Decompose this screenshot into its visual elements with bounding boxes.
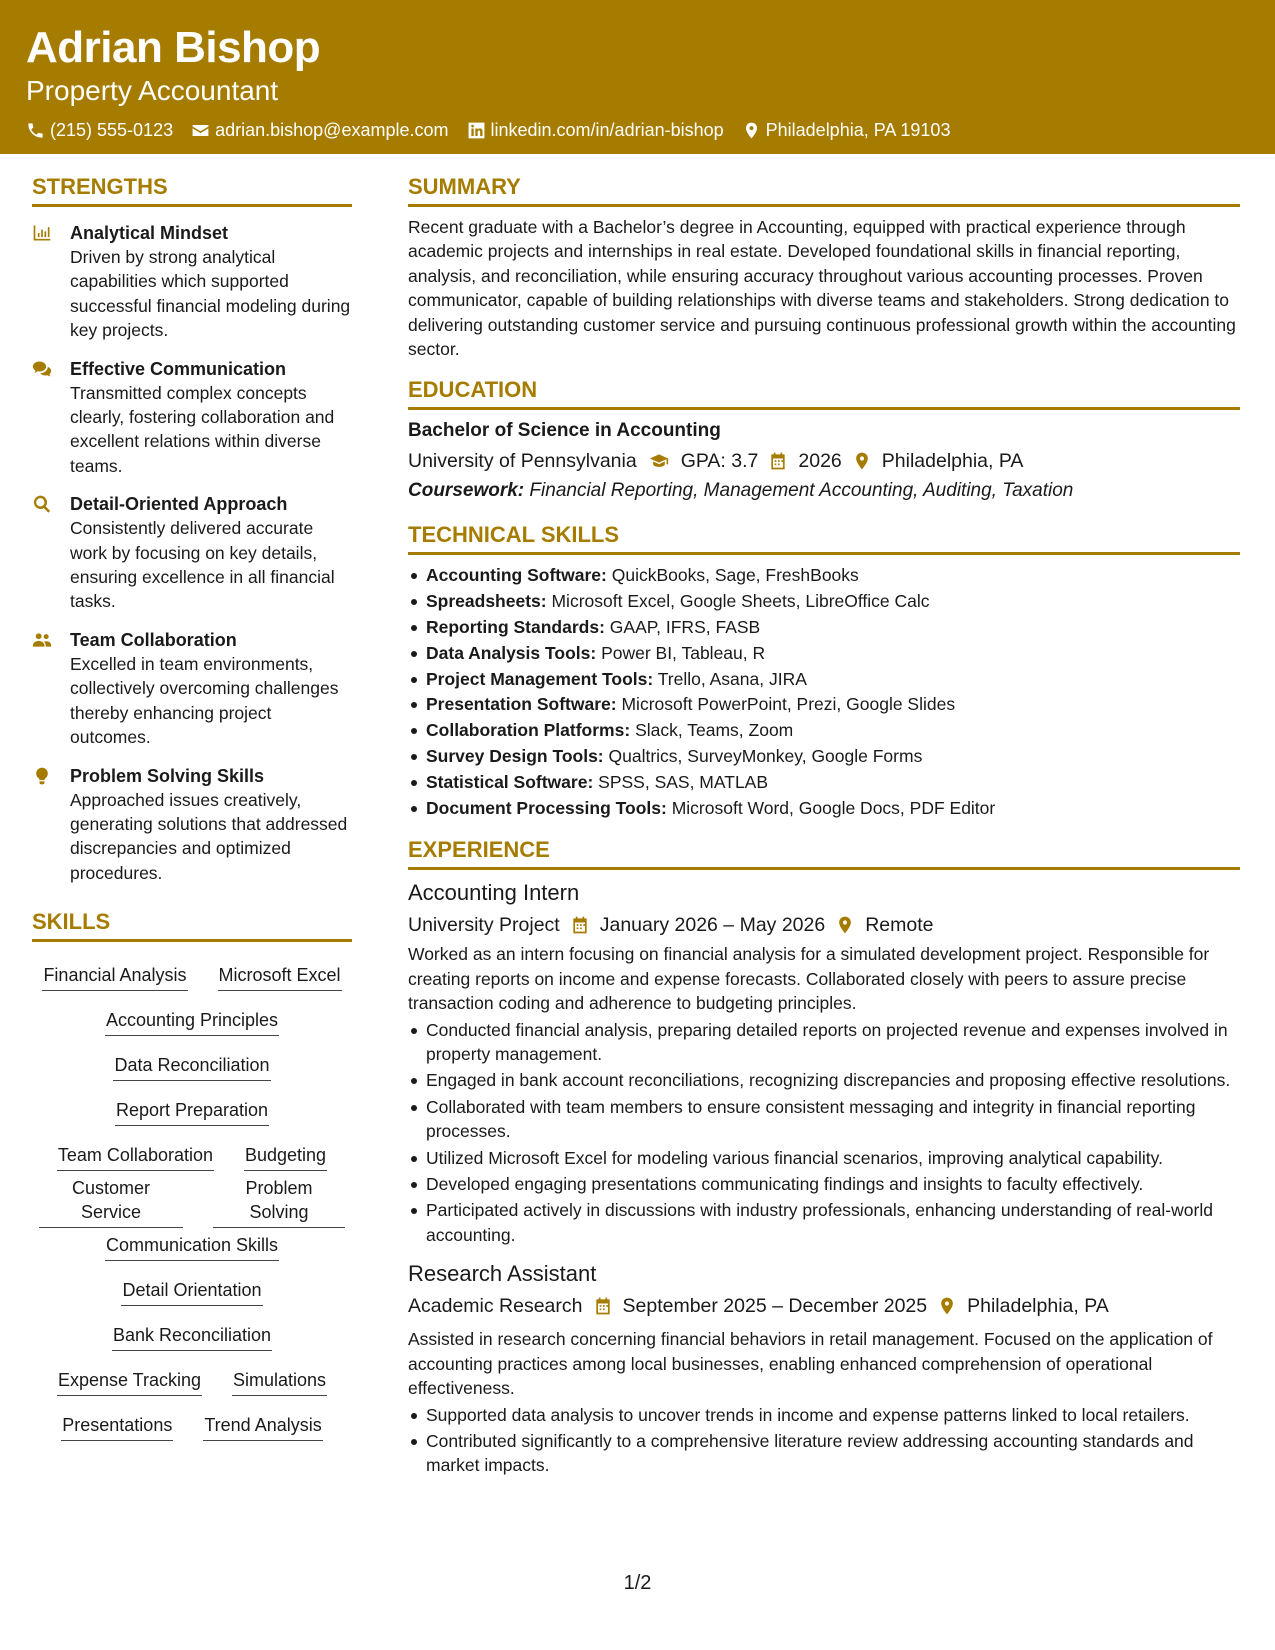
coursework-label: Coursework:	[408, 480, 525, 502]
summary-heading: SUMMARY	[408, 172, 1240, 207]
skill-tag: Team Collaboration	[57, 1143, 214, 1171]
right-column	[408, 172, 1240, 1480]
job-meta	[408, 1291, 1240, 1321]
list-item: Collaboration Platforms: Slack, Teams, Zoom	[408, 718, 1240, 744]
list-item: Project Management Tools: Trello, Asana, JIRA	[408, 667, 1240, 693]
phone-icon	[26, 121, 45, 140]
comments-icon	[32, 359, 52, 379]
list-item: Statistical Software: SPSS, SAS, MATLAB	[408, 770, 1240, 796]
job-dates: January 2026 – May 2026	[599, 914, 826, 937]
search-icon	[32, 494, 52, 514]
email-text: adrian.bishop@example.com	[215, 120, 449, 140]
skill-tag: Trend Analysis	[203, 1413, 322, 1441]
contact-phone[interactable]	[26, 118, 173, 142]
job-dates: September 2025 – December 2025	[622, 1295, 928, 1318]
technical-skills-list	[408, 563, 1240, 821]
strength-title: Detail-Oriented Approach	[70, 494, 288, 515]
list-item: Developed engaging presentations communicating findings and insights to faculty effectively.	[408, 1172, 1240, 1196]
skills-list	[32, 954, 352, 1449]
list-item: Spreadsheets: Microsoft Excel, Google Sheets, LibreOffice Calc	[408, 589, 1240, 615]
skill-tag: Problem Solving	[213, 1176, 345, 1228]
job-org: University Project	[408, 914, 560, 937]
lightbulb-icon	[32, 766, 52, 786]
strength-desc: Excelled in team environments, collectively overcoming challenges thereby enhancing project outcomes.	[70, 653, 339, 748]
map-marker-icon	[742, 121, 761, 140]
coursework-list: Financial Reporting, Management Accounting, Auditing, Taxation	[529, 480, 1074, 502]
location-text: Philadelphia, PA 19103	[765, 120, 951, 140]
strength-title: Effective Communication	[70, 358, 287, 379]
skill-tag: Expense Tracking	[57, 1368, 202, 1396]
skill-tag: Communication Skills	[105, 1233, 279, 1261]
strength-item	[32, 492, 352, 614]
strength-item	[32, 357, 352, 479]
skill-tag: Microsoft Excel	[218, 963, 342, 991]
list-item: Collaborated with team members to ensure consistent messaging and integrity in financial reporting processes.	[408, 1095, 1240, 1144]
list-item: Participated actively in discussions with industry professionals, enhancing understanding of real-world accounting.	[408, 1198, 1240, 1247]
contact-bar	[26, 118, 1249, 142]
list-item: Reporting Standards: GAAP, IFRS, FASB	[408, 615, 1240, 641]
skill-tag: Data Reconciliation	[113, 1053, 270, 1081]
users-icon	[32, 630, 52, 650]
graduation-year: 2026	[798, 450, 842, 473]
list-item: Utilized Microsoft Excel for modeling various financial scenarios, improving analytical capability.	[408, 1146, 1240, 1170]
skill-tag: Financial Analysis	[42, 963, 187, 991]
strength-item	[32, 628, 352, 750]
skill-tag: Simulations	[232, 1368, 327, 1396]
strength-desc: Consistently delivered accurate work by focusing on key details, ensuring excellence in all financial tasks.	[70, 518, 335, 612]
list-item: Document Processing Tools: Microsoft Word, Google Docs, PDF Editor	[408, 796, 1240, 822]
coursework	[408, 476, 1240, 506]
technical-skills-heading: TECHNICAL SKILLS	[408, 520, 1240, 555]
contact-linkedin[interactable]	[467, 118, 724, 142]
resume-header	[0, 0, 1275, 154]
skill-tag: Detail Orientation	[121, 1278, 262, 1306]
degree-title: Bachelor of Science in Accounting	[408, 420, 721, 442]
list-item: Supported data analysis to uncover trends in income and expense patterns linked to local retailers.	[408, 1403, 1240, 1427]
school-name: University of Pennsylvania	[408, 450, 637, 473]
job-description: Worked as an intern focusing on financial analysis for a simulated development project. Responsible for creating reports on income and expense forecasts. Collaborated closely with peers to assure precise transaction coding and adherence to budgeting principles.	[408, 944, 1210, 1014]
strengths-heading: STRENGTHS	[32, 172, 352, 207]
job-description: Assisted in research concerning financial behaviors in retail management. Focused on the application of accounting practices among local businesses, enabling enhanced comprehension of operational effectiveness.	[408, 1329, 1213, 1399]
job-title: Accounting Intern	[408, 880, 580, 906]
strength-title: Analytical Mindset	[70, 223, 229, 243]
list-item: Contributed significantly to a comprehensive literature review addressing accounting standards and market impacts.	[408, 1429, 1240, 1478]
contact-email[interactable]	[191, 118, 448, 142]
candidate-title: Property Accountant	[26, 75, 279, 106]
map-marker-icon	[937, 1296, 957, 1316]
envelope-icon	[191, 121, 210, 140]
linkedin-text: linkedin.com/in/adrian-bishop	[490, 120, 724, 140]
list-item: Engaged in bank account reconciliations, recognizing discrepancies and proposing effective resolutions.	[408, 1068, 1240, 1092]
job-location: Remote	[865, 914, 934, 937]
graduation-cap-icon	[647, 451, 671, 471]
education-meta	[408, 446, 1240, 476]
education-heading: EDUCATION	[408, 375, 1240, 410]
skill-tag: Bank Reconciliation	[112, 1323, 272, 1351]
map-marker-icon	[852, 451, 872, 471]
list-item: Conducted financial analysis, preparing detailed reports on projected revenue and expenses involved in property management.	[408, 1018, 1240, 1067]
strength-desc: Driven by strong analytical capabilities which supported successful financial modeling during key projects.	[70, 247, 351, 341]
list-item: Survey Design Tools: Qualtrics, SurveyMonkey, Google Forms	[408, 744, 1240, 770]
contact-location	[742, 118, 951, 142]
list-item: Data Analysis Tools: Power BI, Tableau, R	[408, 641, 1240, 667]
skill-tag: Customer Service	[39, 1176, 183, 1228]
strength-desc: Transmitted complex concepts clearly, fostering collaboration and excellent relations within diverse teams.	[70, 382, 335, 476]
strength-title: Team Collaboration	[70, 629, 237, 650]
candidate-name: Adrian Bishop	[26, 23, 321, 72]
bar-chart-icon	[32, 223, 52, 243]
calendar-icon	[593, 1296, 613, 1316]
phone-text: (215) 555-0123	[50, 120, 174, 140]
strength-title: Problem Solving Skills	[70, 765, 265, 786]
job-title: Research Assistant	[408, 1261, 597, 1287]
left-column	[32, 172, 352, 1449]
experience-heading: EXPERIENCE	[408, 835, 1240, 870]
gpa-text: GPA: 3.7	[680, 450, 759, 473]
strength-item	[32, 764, 352, 886]
list-item: Presentation Software: Microsoft PowerPoint, Prezi, Google Slides	[408, 692, 1240, 718]
skill-tag: Accounting Principles	[105, 1008, 279, 1036]
linkedin-icon	[467, 121, 486, 140]
strength-item	[32, 221, 352, 343]
job-location: Philadelphia, PA	[967, 1295, 1109, 1318]
skills-heading: SKILLS	[32, 907, 352, 942]
skill-tag: Budgeting	[244, 1143, 327, 1171]
list-item: Accounting Software: QuickBooks, Sage, FreshBooks	[408, 563, 1240, 589]
job-org: Academic Research	[408, 1295, 583, 1318]
job-bullets	[408, 1018, 1240, 1248]
map-marker-icon	[835, 915, 855, 935]
skill-tag: Report Preparation	[115, 1098, 269, 1126]
calendar-icon	[570, 915, 590, 935]
page-number: 1/2	[623, 1572, 652, 1594]
skill-tag: Presentations	[61, 1413, 173, 1441]
strength-desc: Approached issues creatively, generating solutions that addressed discrepancies and optimized procedures.	[70, 789, 348, 883]
calendar-icon	[768, 451, 788, 471]
job-bullets	[408, 1403, 1240, 1478]
job-meta	[408, 910, 1240, 940]
school-location: Philadelphia, PA	[881, 450, 1024, 473]
summary-text: Recent graduate with a Bachelor’s degree in Accounting, equipped with practical experience through academic projects and internships in real estate. Developed foundational skills in financial reporting, analysis, and reconciliation, while ensuring accuracy throughout various accounting processes. Proven communicator, capable of building relationships with diverse teams and stakeholders. Strong dedication to delivering outstanding customer service and pursuing continuous professional growth within the accounting sector.	[408, 217, 1236, 360]
